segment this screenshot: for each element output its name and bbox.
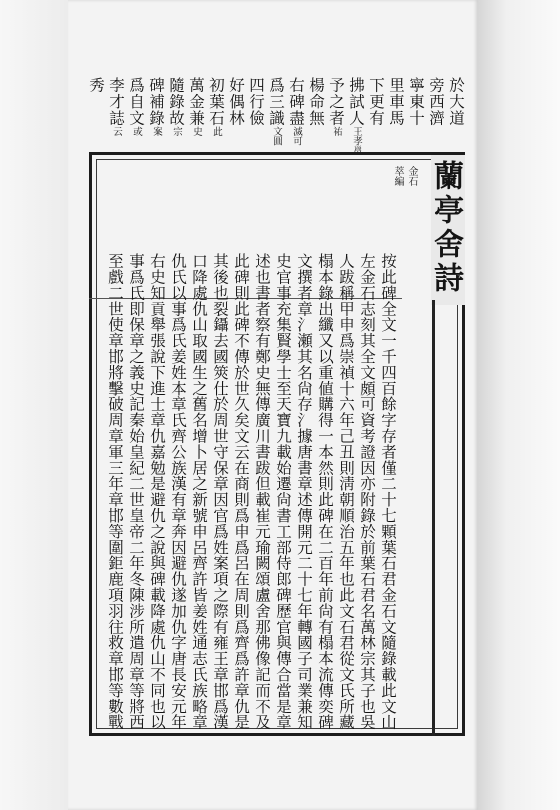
upper-column-14: 萬金兼史	[187, 77, 205, 136]
body-column-1: 按此碑全文一千四百餘字存者僅二十七顆葉石君金石文隨錄載此文山	[379, 253, 397, 730]
center-fold-line	[432, 300, 435, 736]
body-column-11: 仇氏以事爲氏姜姓本章氏齊公族漢有章奔因避仇遂加仇字唐長安元年	[169, 253, 187, 730]
upper-column-7: 予之者祐	[327, 77, 345, 136]
left-margin	[0, 0, 68, 810]
body-column-12: 右史知貢舉張說下進士章仇嘉勉是避仇之說與碑載降處仇山不同也以	[148, 253, 166, 730]
upper-small-note-15: 宗	[171, 126, 182, 136]
upper-column-8: 楊命無	[307, 77, 325, 127]
body-column-7: 述也書者察有鄭史無傳廣川書跋但載崔元瑜闕頌盧舍那佛像記而不及	[253, 253, 271, 730]
upper-column-3: 寧東十	[407, 77, 425, 127]
upper-small-note-18: 云	[111, 126, 122, 136]
body-column-5: 文撰者章氵瀬其名尙存氵據唐書章述傳開元二十七年轉國子司業兼知	[295, 253, 313, 730]
body-column-6: 史官事充集賢學士至天寶九載始遷尙書工部侍郎碑歷官與傳合當是章	[274, 253, 292, 730]
upper-column-10: 爲三識文圓	[267, 77, 285, 146]
body-column-10: 口降處仇山取國生之舊名增卜居之新號申呂齊許皆姜姓通志氏族略章	[190, 253, 208, 730]
upper-column-4: 里車馬	[387, 77, 405, 127]
upper-column-12: 好偶林	[227, 77, 245, 127]
volume-mark-c: 萃	[392, 166, 403, 176]
volume-mark-d: 編	[392, 176, 403, 186]
body-column-9: 其後也裂鑷去國筴仕於周世守保章因官爲姓案項之際有雍王章邯爲漢	[211, 253, 229, 730]
upper-small-note-16: 案	[151, 126, 162, 136]
upper-column-15: 隨錄故宗	[167, 77, 185, 136]
upper-column-13: 初葉石此	[207, 77, 225, 136]
body-column-13: 事爲氏即保章之義史記秦始皇紀二世皇帝二年冬陳涉所遣周章等將西	[127, 253, 145, 730]
upper-small-note-13: 此	[211, 126, 222, 136]
body-column-14: 至戲二世使章邯將擊破周章軍三年章邯等圍鉅鹿項羽往救章邯等數戰	[106, 253, 124, 730]
body-column-2: 左金石志刻其全文頗可資考證因亦附錄於前葉石君名萬林宗其子也吳	[358, 253, 376, 730]
upper-small-note-17: 或	[131, 126, 142, 136]
upper-column-17: 爲自文或	[127, 77, 145, 136]
upper-column-1: 於大道	[447, 77, 465, 127]
upper-small-note-6: 王孝邕	[351, 126, 362, 155]
upper-small-note-10: 文圓	[271, 126, 282, 146]
upper-column-2: 旁西濟	[427, 77, 445, 127]
body-column-3: 人跋稱甲申爲崇禎十六年己丑則淸朝順治五年也此文石君從文氏所藏	[337, 253, 355, 730]
upper-column-11: 四行儉	[247, 77, 265, 127]
book-title: 蘭亭舍詩	[428, 160, 463, 296]
upper-small-note-14: 史	[191, 126, 202, 136]
upper-column-19: 秀	[87, 77, 105, 94]
volume-mark-b: 石	[406, 176, 417, 186]
upper-column-5: 下更有	[367, 77, 385, 127]
body-column-8: 此碑則此碑不傳於世久矣文云在商則爲申爲呂在周則爲齊爲許章仇是	[232, 253, 250, 730]
volume-mark-2	[391, 166, 403, 186]
body-column-4: 榻本錄出纖又以重値購得一本然則此碑在二百年前尙有榻本流傳奕碑	[316, 253, 334, 730]
volume-mark-a: 金	[406, 166, 417, 176]
upper-small-note-7: 祐	[331, 126, 342, 136]
upper-column-6: 拂試人王孝邕	[347, 77, 365, 155]
upper-column-18: 李才誌云	[107, 77, 125, 136]
upper-small-note-9: 滅可	[291, 126, 302, 146]
page-edge-shadow	[478, 0, 560, 810]
upper-column-16: 碑補錄案	[147, 77, 165, 136]
upper-column-9: 右碑盡滅可	[287, 77, 305, 146]
volume-mark	[405, 166, 417, 186]
